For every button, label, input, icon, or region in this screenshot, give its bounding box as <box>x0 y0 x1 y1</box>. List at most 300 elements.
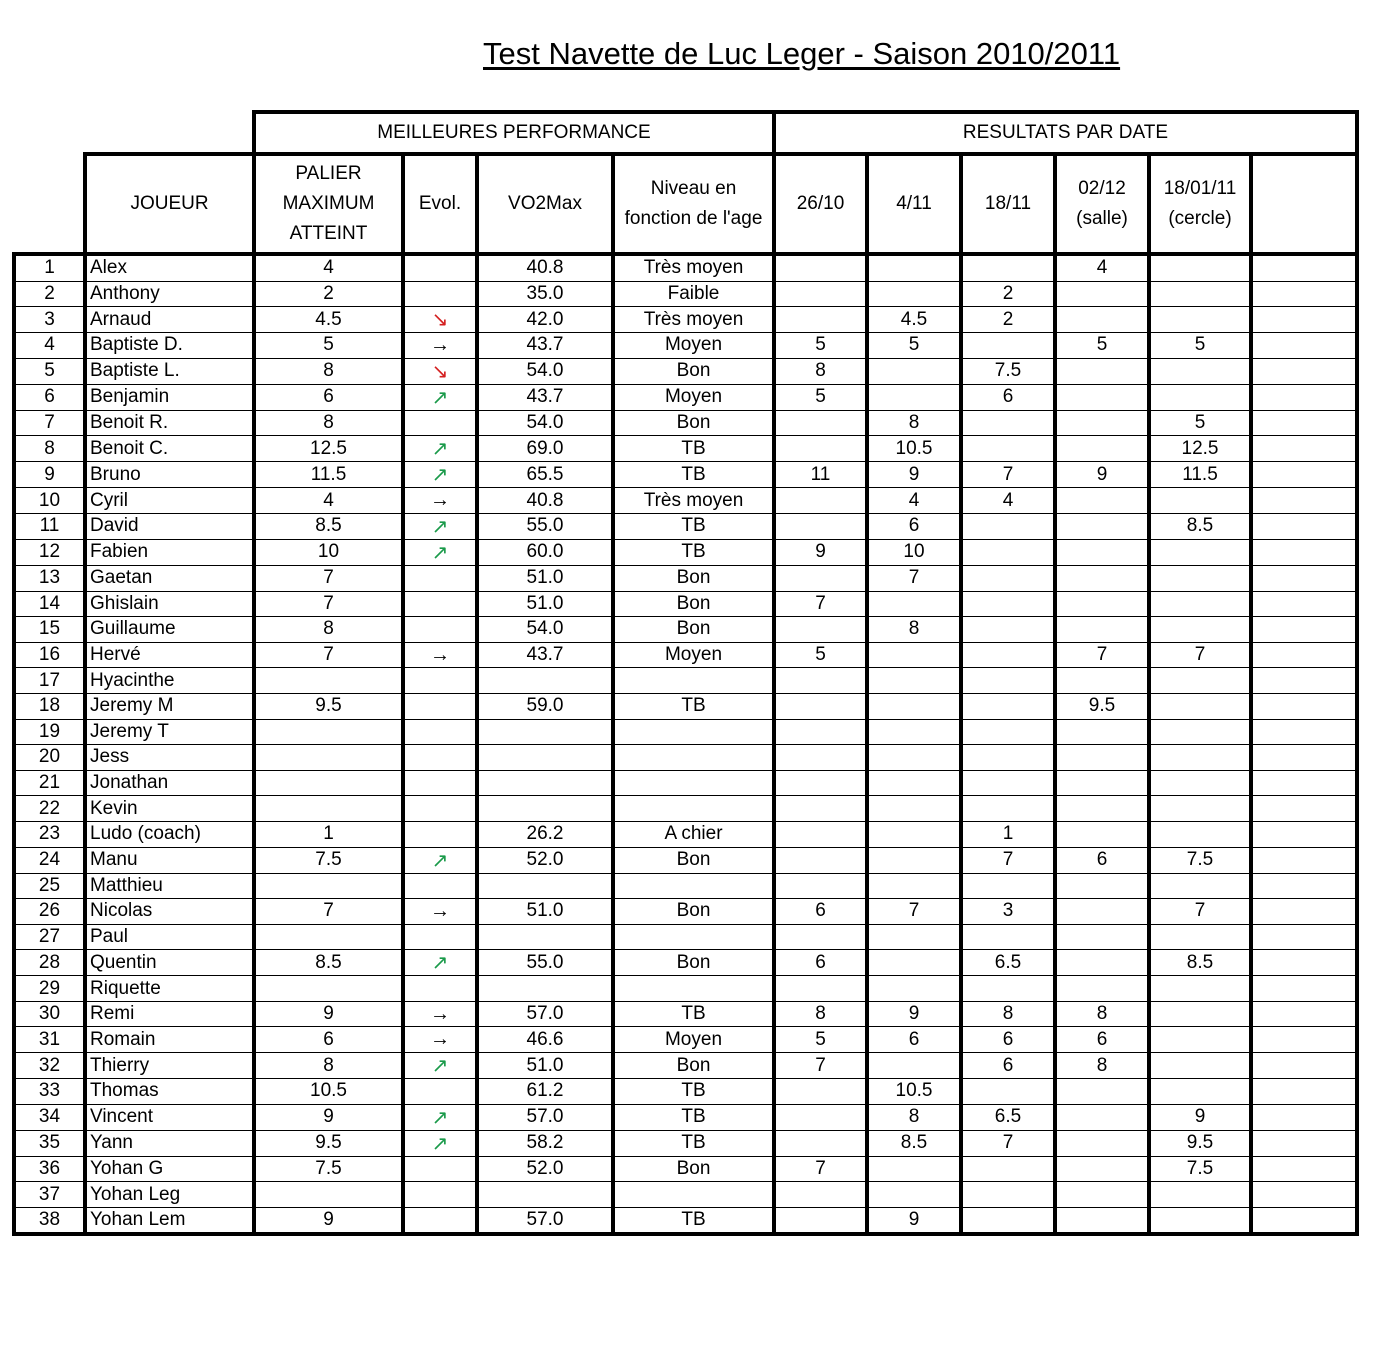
date-1-cell <box>774 873 867 899</box>
vo2max-cell <box>477 745 613 771</box>
row-number: 2 <box>14 281 85 307</box>
player-name: Thomas <box>85 1079 254 1105</box>
vo2max-cell <box>477 924 613 950</box>
niveau-cell: Bon <box>613 847 774 873</box>
date-1-cell: 7 <box>774 1156 867 1182</box>
niveau-cell: TB <box>613 693 774 719</box>
table-row <box>14 1130 1357 1156</box>
date-5-cell: 7 <box>1149 899 1251 925</box>
evol-cell <box>403 333 477 359</box>
date-6-cell <box>1251 873 1357 899</box>
table-row <box>14 488 1357 514</box>
palier-cell <box>254 1182 403 1208</box>
palier-cell: 2 <box>254 281 403 307</box>
player-name: Yohan G <box>85 1156 254 1182</box>
palier-cell: 8.5 <box>254 950 403 976</box>
date-6-cell <box>1251 1156 1357 1182</box>
date-1-cell <box>774 821 867 847</box>
player-name: David <box>85 513 254 539</box>
table-row <box>14 642 1357 668</box>
date-3-cell <box>961 410 1055 436</box>
vo2max-cell: 43.7 <box>477 333 613 359</box>
niveau-cell: TB <box>613 462 774 488</box>
arrow-down-right-icon: ↘ <box>431 309 449 332</box>
evol-cell <box>403 307 477 333</box>
date-6-cell <box>1251 410 1357 436</box>
corner-spacer <box>14 112 254 154</box>
palier-cell: 8 <box>254 1053 403 1079</box>
vo2max-cell: 43.7 <box>477 384 613 410</box>
date-5-cell: 8.5 <box>1149 950 1251 976</box>
row-number: 24 <box>14 847 85 873</box>
palier-cell: 10.5 <box>254 1079 403 1105</box>
date-5-cell <box>1149 976 1251 1002</box>
date-4-cell <box>1055 745 1149 771</box>
table-row <box>14 307 1357 333</box>
arrow-right-icon: → <box>430 1002 450 1025</box>
palier-cell <box>254 924 403 950</box>
date-6-cell <box>1251 642 1357 668</box>
date-3-cell <box>961 254 1055 281</box>
table-row <box>14 1027 1357 1053</box>
evol-cell <box>403 950 477 976</box>
date-5-cell <box>1149 1053 1251 1079</box>
row-number: 26 <box>14 899 85 925</box>
date-5-cell <box>1149 796 1251 822</box>
player-name: Romain <box>85 1027 254 1053</box>
row-number: 33 <box>14 1079 85 1105</box>
date-4-cell <box>1055 358 1149 384</box>
date-4-cell: 4 <box>1055 254 1149 281</box>
date-5-cell: 5 <box>1149 333 1251 359</box>
table-row <box>14 384 1357 410</box>
row-number: 23 <box>14 821 85 847</box>
vo2max-cell: 42.0 <box>477 307 613 333</box>
date-3-cell: 3 <box>961 899 1055 925</box>
date-3-cell: 1 <box>961 821 1055 847</box>
palier-cell <box>254 770 403 796</box>
row-number: 35 <box>14 1130 85 1156</box>
date-4-cell <box>1055 384 1149 410</box>
date-4-cell: 8 <box>1055 1053 1149 1079</box>
date-3-cell <box>961 1207 1055 1234</box>
table-row <box>14 254 1357 281</box>
table-row <box>14 513 1357 539</box>
player-name: Ghislain <box>85 591 254 617</box>
niveau-cell: TB <box>613 539 774 565</box>
niveau-cell: Très moyen <box>613 488 774 514</box>
palier-cell: 10 <box>254 539 403 565</box>
date-2-cell: 9 <box>867 1207 961 1234</box>
date-2-cell <box>867 821 961 847</box>
evol-cell <box>403 1027 477 1053</box>
palier-cell: 9.5 <box>254 1130 403 1156</box>
vo2max-cell: 57.0 <box>477 1104 613 1130</box>
date-3-cell <box>961 1079 1055 1105</box>
vo2max-cell: 51.0 <box>477 899 613 925</box>
date-6-cell <box>1251 899 1357 925</box>
vo2max-cell <box>477 873 613 899</box>
date-3-cell <box>961 617 1055 643</box>
player-name: Jess <box>85 745 254 771</box>
vo2max-cell: 57.0 <box>477 1207 613 1234</box>
date-1-cell <box>774 254 867 281</box>
vo2max-cell: 58.2 <box>477 1130 613 1156</box>
vo2max-cell <box>477 1182 613 1208</box>
row-number: 19 <box>14 719 85 745</box>
date-2-cell <box>867 384 961 410</box>
date-4-cell <box>1055 1079 1149 1105</box>
player-name: Baptiste D. <box>85 333 254 359</box>
date-1-cell: 7 <box>774 1053 867 1079</box>
evol-cell <box>403 924 477 950</box>
evol-cell <box>403 1182 477 1208</box>
date-4-cell <box>1055 668 1149 694</box>
date-3-cell <box>961 770 1055 796</box>
date-2-cell: 7 <box>867 899 961 925</box>
palier-cell: 4 <box>254 254 403 281</box>
arrow-right-icon: → <box>430 643 450 666</box>
niveau-cell <box>613 770 774 796</box>
row-number: 17 <box>14 668 85 694</box>
niveau-cell: TB <box>613 1104 774 1130</box>
palier-cell <box>254 668 403 694</box>
row-number: 32 <box>14 1053 85 1079</box>
date-1-cell <box>774 668 867 694</box>
date-1-cell <box>774 1182 867 1208</box>
header-date-3: 18/11 <box>961 154 1055 254</box>
date-6-cell <box>1251 1182 1357 1208</box>
header-joueur: JOUEUR <box>85 154 254 254</box>
table-row <box>14 539 1357 565</box>
table-row <box>14 847 1357 873</box>
date-6-cell <box>1251 307 1357 333</box>
palier-cell: 7 <box>254 591 403 617</box>
date-2-cell <box>867 693 961 719</box>
arrow-up-right-icon: ↗ <box>431 541 449 564</box>
table-row <box>14 436 1357 462</box>
vo2max-cell: 65.5 <box>477 462 613 488</box>
vo2max-cell: 55.0 <box>477 513 613 539</box>
date-2-cell <box>867 950 961 976</box>
date-5-cell <box>1149 617 1251 643</box>
date-2-cell <box>867 873 961 899</box>
date-6-cell <box>1251 1001 1357 1027</box>
vo2max-cell <box>477 668 613 694</box>
date-6-cell <box>1251 821 1357 847</box>
evol-cell <box>403 488 477 514</box>
date-5-cell <box>1149 358 1251 384</box>
date-5-cell <box>1149 281 1251 307</box>
niveau-cell: Bon <box>613 358 774 384</box>
row-number: 8 <box>14 436 85 462</box>
player-name: Quentin <box>85 950 254 976</box>
row-number: 18 <box>14 693 85 719</box>
vo2max-cell: 69.0 <box>477 436 613 462</box>
palier-cell: 9 <box>254 1104 403 1130</box>
table-row <box>14 281 1357 307</box>
player-name: Hyacinthe <box>85 668 254 694</box>
date-6-cell <box>1251 796 1357 822</box>
date-2-cell <box>867 1053 961 1079</box>
date-5-cell: 8.5 <box>1149 513 1251 539</box>
niveau-cell: Bon <box>613 950 774 976</box>
date-5-cell <box>1149 1027 1251 1053</box>
player-name: Yann <box>85 1130 254 1156</box>
date-6-cell <box>1251 770 1357 796</box>
niveau-cell: Bon <box>613 591 774 617</box>
evol-cell <box>403 719 477 745</box>
date-3-cell: 8 <box>961 1001 1055 1027</box>
date-6-cell <box>1251 693 1357 719</box>
group-header-dates: RESULTATS PAR DATE <box>774 112 1357 154</box>
vo2max-cell: 51.0 <box>477 1053 613 1079</box>
date-6-cell <box>1251 513 1357 539</box>
date-4-cell <box>1055 796 1149 822</box>
row-number: 5 <box>14 358 85 384</box>
date-5-cell: 7 <box>1149 642 1251 668</box>
date-2-cell <box>867 1182 961 1208</box>
player-name: Paul <box>85 924 254 950</box>
date-3-cell: 4 <box>961 488 1055 514</box>
date-2-cell: 10.5 <box>867 1079 961 1105</box>
vo2max-cell: 35.0 <box>477 281 613 307</box>
player-name: Gaetan <box>85 565 254 591</box>
table-row <box>14 410 1357 436</box>
date-4-cell <box>1055 1130 1149 1156</box>
date-4-cell: 6 <box>1055 1027 1149 1053</box>
date-1-cell <box>774 513 867 539</box>
header-palier: PALIER MAXIMUM ATTEINT <box>254 154 403 254</box>
niveau-cell: Moyen <box>613 333 774 359</box>
player-name: Manu <box>85 847 254 873</box>
date-1-cell: 5 <box>774 333 867 359</box>
player-name: Fabien <box>85 539 254 565</box>
palier-cell: 6 <box>254 384 403 410</box>
palier-cell <box>254 719 403 745</box>
date-3-cell <box>961 719 1055 745</box>
row-number: 9 <box>14 462 85 488</box>
player-name: Hervé <box>85 642 254 668</box>
row-number: 6 <box>14 384 85 410</box>
date-1-cell: 11 <box>774 462 867 488</box>
evol-cell <box>403 384 477 410</box>
date-3-cell <box>961 1156 1055 1182</box>
evol-cell <box>403 254 477 281</box>
table-row <box>14 358 1357 384</box>
date-1-cell <box>774 770 867 796</box>
date-3-cell <box>961 976 1055 1002</box>
arrow-up-right-icon: ↗ <box>431 386 449 409</box>
date-4-cell <box>1055 1104 1149 1130</box>
date-5-cell <box>1149 539 1251 565</box>
date-1-cell <box>774 617 867 643</box>
date-5-cell: 12.5 <box>1149 436 1251 462</box>
date-2-cell: 9 <box>867 462 961 488</box>
date-3-cell: 6 <box>961 1053 1055 1079</box>
vo2max-cell <box>477 796 613 822</box>
palier-cell <box>254 873 403 899</box>
table-row <box>14 1079 1357 1105</box>
player-name: Benjamin <box>85 384 254 410</box>
table-row <box>14 333 1357 359</box>
niveau-cell: Faible <box>613 281 774 307</box>
niveau-cell <box>613 668 774 694</box>
date-6-cell <box>1251 281 1357 307</box>
date-1-cell <box>774 1130 867 1156</box>
date-5-cell: 9 <box>1149 1104 1251 1130</box>
date-3-cell <box>961 1182 1055 1208</box>
palier-cell: 4 <box>254 488 403 514</box>
evol-cell <box>403 668 477 694</box>
evol-cell <box>403 693 477 719</box>
row-number: 31 <box>14 1027 85 1053</box>
date-2-cell <box>867 847 961 873</box>
player-name: Yohan Lem <box>85 1207 254 1234</box>
evol-cell <box>403 436 477 462</box>
date-5-cell: 5 <box>1149 410 1251 436</box>
row-number: 15 <box>14 617 85 643</box>
date-6-cell <box>1251 358 1357 384</box>
evol-cell <box>403 565 477 591</box>
date-1-cell <box>774 565 867 591</box>
niveau-cell: Bon <box>613 410 774 436</box>
player-name: Remi <box>85 1001 254 1027</box>
vo2max-cell: 51.0 <box>477 565 613 591</box>
date-1-cell <box>774 436 867 462</box>
date-2-cell <box>867 591 961 617</box>
date-3-cell: 7 <box>961 462 1055 488</box>
date-2-cell <box>867 668 961 694</box>
date-3-cell: 2 <box>961 307 1055 333</box>
palier-cell <box>254 745 403 771</box>
evol-cell <box>403 462 477 488</box>
date-5-cell <box>1149 591 1251 617</box>
row-number: 12 <box>14 539 85 565</box>
vo2max-cell: 52.0 <box>477 847 613 873</box>
date-4-cell <box>1055 565 1149 591</box>
vo2max-cell: 59.0 <box>477 693 613 719</box>
date-4-cell <box>1055 770 1149 796</box>
player-name: Thierry <box>85 1053 254 1079</box>
date-6-cell <box>1251 1079 1357 1105</box>
date-1-cell <box>774 796 867 822</box>
row-number: 10 <box>14 488 85 514</box>
date-3-cell <box>961 513 1055 539</box>
date-1-cell: 5 <box>774 642 867 668</box>
date-2-cell <box>867 281 961 307</box>
date-2-cell: 5 <box>867 333 961 359</box>
niveau-cell: Moyen <box>613 384 774 410</box>
evol-cell <box>403 1001 477 1027</box>
palier-cell: 12.5 <box>254 436 403 462</box>
date-1-cell <box>774 924 867 950</box>
palier-cell: 6 <box>254 1027 403 1053</box>
niveau-cell <box>613 796 774 822</box>
date-5-cell <box>1149 770 1251 796</box>
row-number: 20 <box>14 745 85 771</box>
palier-cell: 8 <box>254 410 403 436</box>
header-niveau: Niveau en fonction de l'age <box>613 154 774 254</box>
arrow-up-right-icon: ↗ <box>431 1106 449 1129</box>
date-4-cell: 5 <box>1055 333 1149 359</box>
arrow-up-right-icon: ↗ <box>431 515 449 538</box>
date-5-cell <box>1149 719 1251 745</box>
vo2max-cell: 54.0 <box>477 358 613 384</box>
row-number: 29 <box>14 976 85 1002</box>
niveau-cell: Bon <box>613 899 774 925</box>
date-5-cell <box>1149 307 1251 333</box>
player-name: Anthony <box>85 281 254 307</box>
arrow-up-right-icon: ↗ <box>431 1132 449 1155</box>
evol-cell <box>403 642 477 668</box>
date-5-cell <box>1149 254 1251 281</box>
date-2-cell: 10.5 <box>867 436 961 462</box>
row-number: 16 <box>14 642 85 668</box>
palier-cell: 7.5 <box>254 1156 403 1182</box>
evol-cell <box>403 1130 477 1156</box>
table-row <box>14 873 1357 899</box>
date-5-cell: 7.5 <box>1149 1156 1251 1182</box>
table-row <box>14 719 1357 745</box>
date-4-cell <box>1055 513 1149 539</box>
niveau-cell: TB <box>613 1001 774 1027</box>
header-date-2: 4/11 <box>867 154 961 254</box>
date-1-cell: 7 <box>774 591 867 617</box>
date-2-cell <box>867 924 961 950</box>
date-2-cell <box>867 1156 961 1182</box>
date-3-cell: 6.5 <box>961 950 1055 976</box>
date-4-cell <box>1055 1156 1149 1182</box>
date-3-cell <box>961 668 1055 694</box>
row-number: 4 <box>14 333 85 359</box>
table-row <box>14 1156 1357 1182</box>
date-3-cell: 6 <box>961 384 1055 410</box>
date-2-cell <box>867 642 961 668</box>
table-row <box>14 821 1357 847</box>
date-2-cell: 6 <box>867 1027 961 1053</box>
date-1-cell <box>774 1104 867 1130</box>
date-1-cell <box>774 847 867 873</box>
date-2-cell <box>867 254 961 281</box>
niveau-cell: TB <box>613 1079 774 1105</box>
date-2-cell: 9 <box>867 1001 961 1027</box>
row-number: 22 <box>14 796 85 822</box>
table-row <box>14 745 1357 771</box>
niveau-cell <box>613 873 774 899</box>
header-evol: Evol. <box>403 154 477 254</box>
date-4-cell <box>1055 617 1149 643</box>
date-4-cell: 6 <box>1055 847 1149 873</box>
evol-cell <box>403 1104 477 1130</box>
date-4-cell <box>1055 976 1149 1002</box>
niveau-cell: Très moyen <box>613 307 774 333</box>
evol-cell <box>403 1053 477 1079</box>
date-3-cell: 7 <box>961 847 1055 873</box>
date-6-cell <box>1251 1207 1357 1234</box>
row-number: 25 <box>14 873 85 899</box>
player-name: Jeremy M <box>85 693 254 719</box>
date-6-cell <box>1251 254 1357 281</box>
date-3-cell <box>961 333 1055 359</box>
niveau-cell <box>613 924 774 950</box>
date-1-cell: 9 <box>774 539 867 565</box>
date-1-cell <box>774 745 867 771</box>
vo2max-cell: 57.0 <box>477 1001 613 1027</box>
date-6-cell <box>1251 1027 1357 1053</box>
date-5-cell <box>1149 821 1251 847</box>
table-row <box>14 899 1357 925</box>
